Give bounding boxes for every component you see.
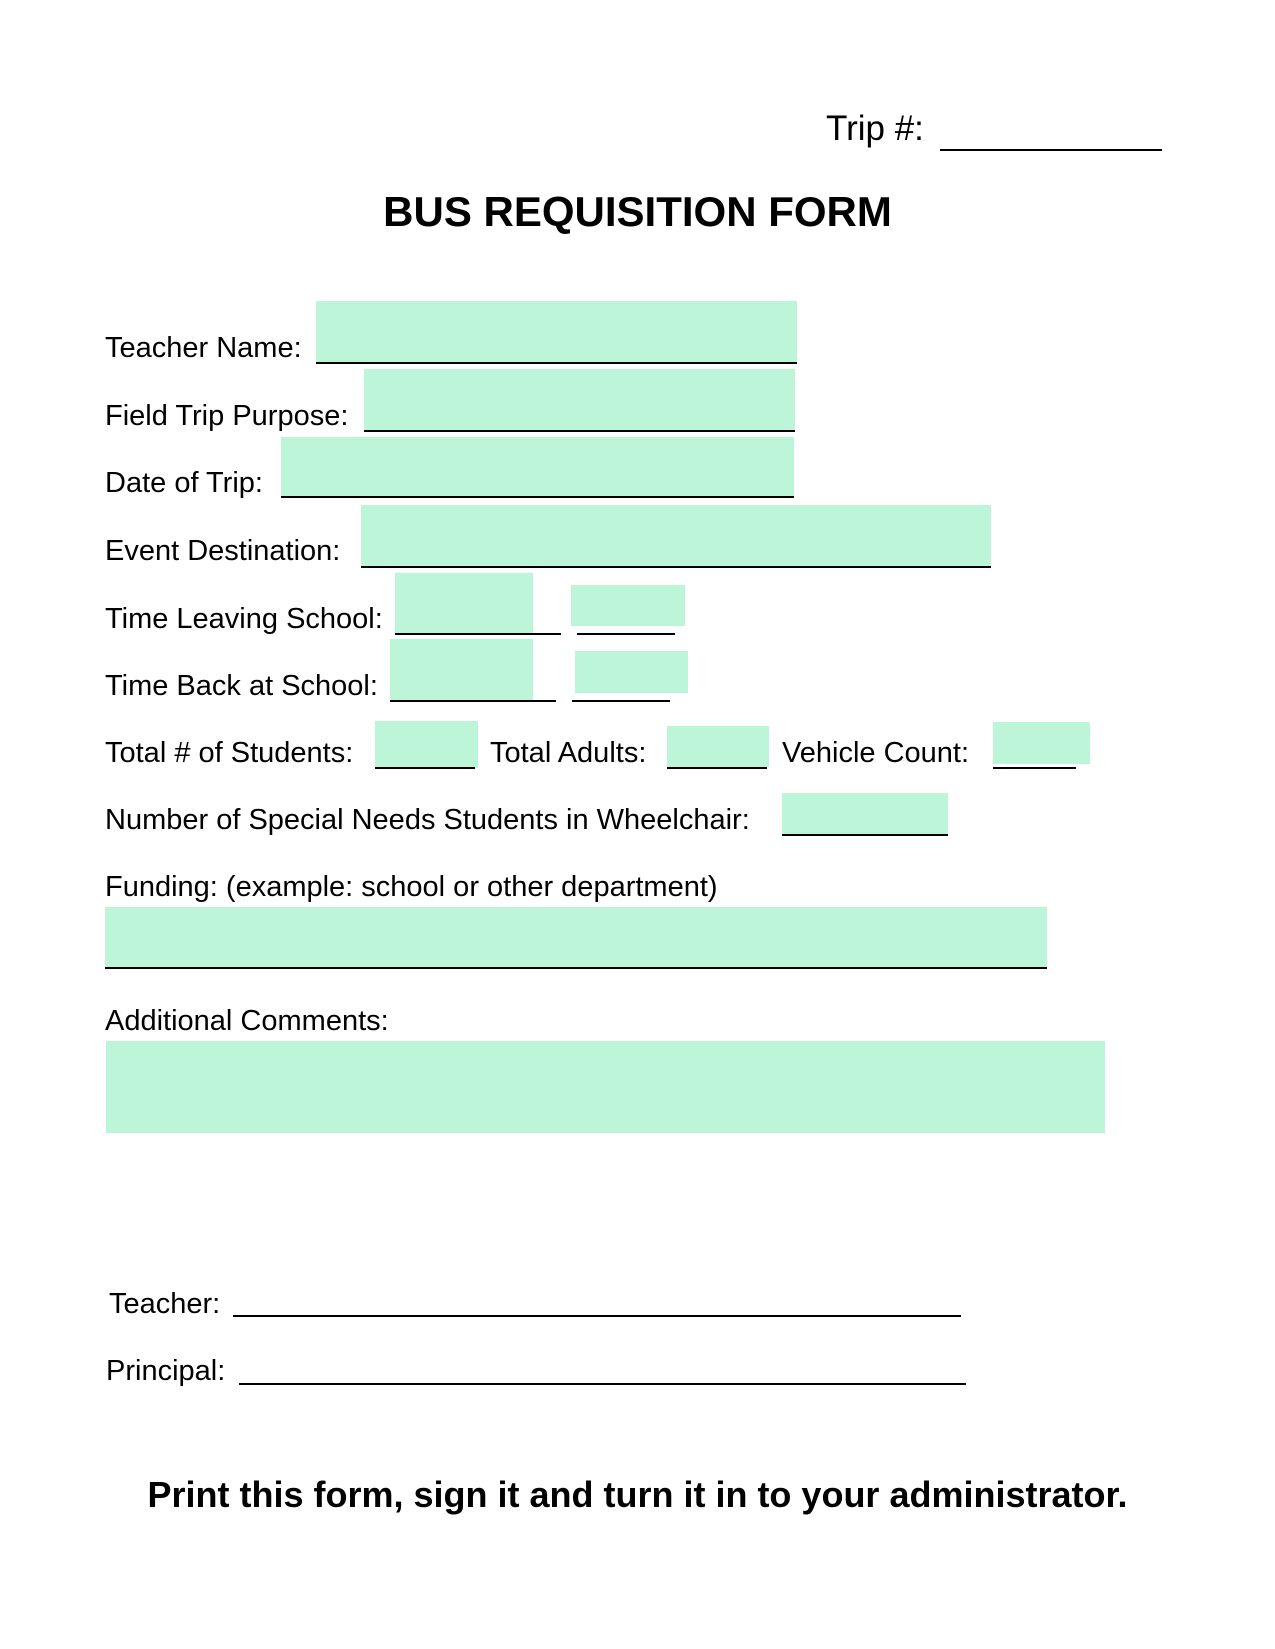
event-destination-field[interactable] <box>361 505 991 568</box>
time-leaving-hour-field[interactable] <box>395 573 533 635</box>
special-needs-label: Number of Special Needs Students in Wheelchair: <box>105 804 750 836</box>
funding-label: Funding: (example: school or other department) <box>105 871 718 903</box>
form-title: BUS REQUISITION FORM <box>383 188 892 235</box>
special-needs-underline <box>782 834 948 836</box>
date-of-trip-label: Date of Trip: <box>105 467 263 499</box>
vehicle-count-label: Vehicle Count: <box>782 737 970 769</box>
funding-field[interactable] <box>105 907 1047 968</box>
trip-number-label: Trip #: <box>826 109 924 148</box>
time-back-hour-field[interactable] <box>390 639 533 702</box>
special-needs-field[interactable] <box>782 793 948 834</box>
teacher-name-label: Teacher Name: <box>105 332 302 364</box>
event-destination-label: Event Destination: <box>105 535 341 567</box>
total-students-field[interactable] <box>375 721 478 768</box>
additional-comments-field[interactable] <box>106 1041 1105 1133</box>
field-trip-purpose-label: Field Trip Purpose: <box>105 400 349 432</box>
time-back-ampm-underline <box>572 700 670 702</box>
total-students-underline <box>375 767 475 769</box>
footer-instruction: Print this form, sign it and turn it in to your administrator. <box>147 1474 1128 1515</box>
teacher-name-field[interactable] <box>316 301 797 364</box>
principal-signature-line[interactable] <box>239 1383 966 1385</box>
total-adults-field[interactable] <box>667 726 769 767</box>
total-students-label: Total # of Students: <box>105 737 354 769</box>
time-leaving-hour-underline <box>395 633 561 635</box>
funding-underline <box>105 967 1047 969</box>
time-leaving-ampm-field[interactable] <box>571 585 685 626</box>
date-of-trip-field[interactable] <box>281 437 794 498</box>
field-trip-purpose-field[interactable] <box>364 369 795 432</box>
total-adults-underline <box>667 767 767 769</box>
vehicle-count-underline <box>993 767 1076 769</box>
time-leaving-school-label: Time Leaving School: <box>105 603 383 635</box>
teacher-signature-label: Teacher: <box>109 1288 221 1320</box>
time-back-hour-underline <box>390 700 556 702</box>
date-of-trip-underline <box>281 496 794 498</box>
teacher-signature-line[interactable] <box>233 1315 961 1317</box>
time-leaving-ampm-underline <box>577 633 675 635</box>
event-destination-underline <box>361 566 991 568</box>
time-back-at-school-label: Time Back at School: <box>105 670 378 702</box>
additional-comments-label: Additional Comments: <box>105 1005 389 1037</box>
principal-signature-label: Principal: <box>106 1355 226 1387</box>
vehicle-count-field[interactable] <box>993 722 1090 764</box>
time-back-ampm-field[interactable] <box>575 651 688 693</box>
field-trip-purpose-underline <box>364 430 795 432</box>
trip-number-line[interactable] <box>940 149 1162 151</box>
total-adults-label: Total Adults: <box>490 737 647 769</box>
teacher-name-underline <box>316 362 797 364</box>
